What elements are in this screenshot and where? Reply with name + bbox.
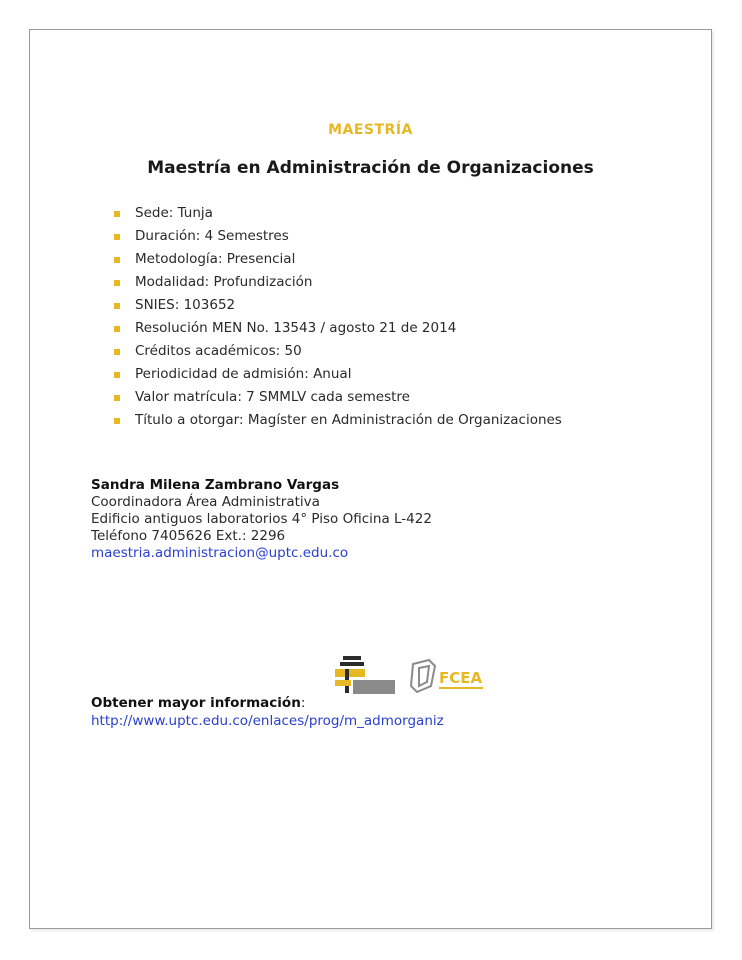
fcea-logo-text: FCEA	[439, 669, 483, 687]
list-item	[112, 248, 562, 271]
bullet-icon	[114, 234, 120, 240]
more-info-colon: :	[300, 695, 306, 711]
bullet-icon	[114, 280, 120, 286]
bullet-icon	[114, 372, 120, 378]
fact-text: Valor matrícula: 7 SMMLV cada semestre	[135, 389, 410, 405]
document-page	[29, 29, 712, 929]
program-facts-list	[112, 202, 562, 432]
fact-text: SNIES: 103652	[135, 297, 236, 313]
list-item	[112, 340, 562, 363]
bullet-icon	[114, 349, 120, 355]
list-item	[112, 363, 562, 386]
more-info-block	[91, 694, 444, 730]
bullet-icon	[114, 303, 120, 309]
fact-text: Resolución MEN No. 13543 / agosto 21 de 2014	[135, 320, 457, 336]
fact-text: Duración: 4 Semestres	[135, 228, 289, 244]
more-info-label: Obtener mayor información	[91, 695, 301, 711]
list-item	[112, 202, 562, 225]
fcea-logo-icon	[411, 660, 483, 692]
office-location: Edificio antiguos laboratorios 4° Piso Oficina L-422	[91, 511, 432, 527]
coordinator-name: Sandra Milena Zambrano Vargas	[91, 477, 340, 493]
contact-block	[91, 477, 432, 562]
bullet-icon	[114, 257, 120, 263]
institution-logos	[333, 656, 503, 696]
program-title: Maestría en Administración de Organizaciones	[147, 158, 594, 178]
email-link[interactable]: maestria.administracion@uptc.edu.co	[91, 545, 349, 561]
list-item	[112, 386, 562, 409]
list-item	[112, 409, 562, 432]
program-level-heading: MAESTRÍA	[328, 122, 413, 138]
more-info-link[interactable]: http://www.uptc.edu.co/enlaces/prog/m_admorganiz	[91, 713, 444, 729]
list-item	[112, 294, 562, 317]
bullet-icon	[114, 326, 120, 332]
coordinator-role: Coordinadora Área Administrativa	[91, 494, 320, 510]
list-item	[112, 225, 562, 248]
phone-number: Teléfono 7405626 Ext.: 2296	[91, 528, 286, 544]
fact-text: Título a otorgar: Magíster en Administración de Organizaciones	[135, 412, 562, 428]
fact-text: Sede: Tunja	[135, 205, 213, 221]
list-item	[112, 317, 562, 340]
fact-text: Periodicidad de admisión: Anual	[135, 366, 352, 382]
fact-text: Modalidad: Profundización	[135, 274, 313, 290]
bullet-icon	[114, 395, 120, 401]
bullet-icon	[114, 418, 120, 424]
fact-text: Metodología: Presencial	[135, 251, 296, 267]
fact-text: Créditos académicos: 50	[135, 343, 302, 359]
uptc-logo-icon	[335, 656, 395, 694]
list-item	[112, 271, 562, 294]
bullet-icon	[114, 211, 120, 217]
